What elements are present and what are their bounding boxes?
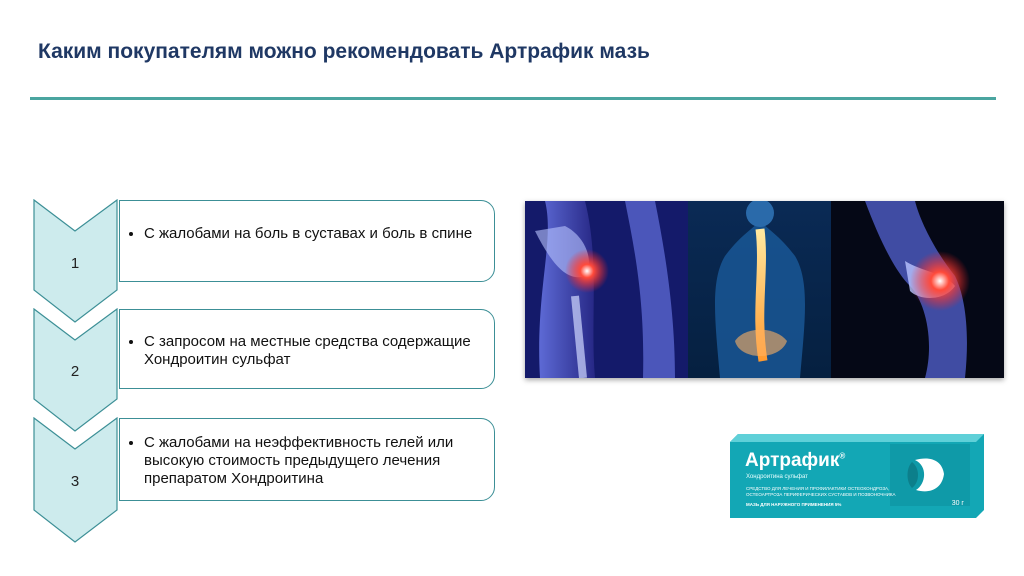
xray-collage-image — [525, 201, 1004, 378]
step-3-box — [119, 418, 495, 501]
step-2-number: 2 — [70, 363, 80, 380]
step-1-text: • С жалобами на боль в суставах и боль в спине — [144, 225, 494, 243]
xray-illustration — [525, 201, 1004, 378]
slide-title: Каким покупателям можно рекомендовать Артрафик мазь — [38, 40, 650, 63]
product-description: СРЕДСТВО ДЛЯ ЛЕЧЕНИЯ И ПРОФИЛАКТИКИ ОСТЕОХОНДРОЗА, ОСТЕОАРТРОЗА ПЕРИФЕРИЧЕСКИХ СУСТАВОВ И ПОЗВОНОЧНИКА — [746, 486, 896, 497]
product-name: Артрафик® — [745, 450, 846, 471]
step-2-box — [119, 309, 495, 389]
title-divider — [30, 97, 996, 100]
step-1-number: 1 — [70, 255, 80, 272]
product-subtitle: Хондроитина сульфат — [746, 474, 808, 480]
step-1-box — [119, 200, 495, 282]
step-3-number: 3 — [70, 473, 80, 490]
step-3-text: • С жалобами на неэффективность гелей или высокую стоимость предыдущего лечения препаратом Хондроитина — [144, 434, 494, 488]
product-package — [730, 434, 984, 518]
step-2-text: • С запросом на местные средства содержащие Хондроитин сульфат — [144, 333, 494, 369]
product-usage: МАЗЬ ДЛЯ НАРУЖНОГО ПРИМЕНЕНИЯ 5% — [746, 502, 842, 507]
product-weight: 30 г — [951, 500, 964, 507]
